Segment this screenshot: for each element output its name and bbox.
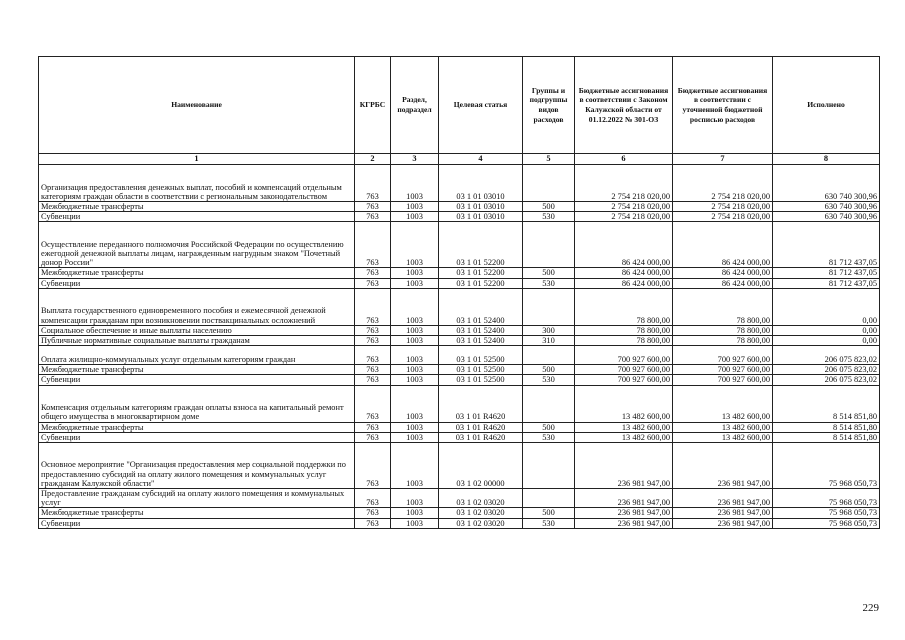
table-row — [39, 212, 880, 222]
row-kgrbs: 763 — [355, 375, 391, 385]
row-kgrbs: 763 — [355, 489, 391, 508]
row-law: 700 927 600,00 — [575, 365, 673, 375]
table-row — [39, 508, 880, 518]
row-section: 1003 — [391, 365, 439, 375]
table-row — [39, 385, 880, 422]
row-kgrbs: 763 — [355, 288, 391, 325]
row-executed: 75 968 050,73 — [773, 443, 880, 489]
row-refined: 13 482 600,00 — [673, 385, 773, 422]
row-target: 03 1 01 03010 — [439, 212, 523, 222]
row-refined: 78 800,00 — [673, 288, 773, 325]
row-refined: 700 927 600,00 — [673, 375, 773, 385]
row-section: 1003 — [391, 268, 439, 278]
row-executed: 81 712 437,05 — [773, 278, 880, 288]
row-target: 03 1 01 52500 — [439, 375, 523, 385]
row-name: Публичные нормативные социальные выплаты гражданам — [39, 336, 355, 346]
row-target: 03 1 01 52400 — [439, 325, 523, 335]
row-kgrbs: 763 — [355, 336, 391, 346]
row-group — [523, 288, 575, 325]
row-kgrbs: 763 — [355, 432, 391, 442]
row-refined: 86 424 000,00 — [673, 278, 773, 288]
row-section: 1003 — [391, 288, 439, 325]
row-executed: 0,00 — [773, 288, 880, 325]
row-section: 1003 — [391, 443, 439, 489]
table-body — [39, 165, 880, 529]
column-number: 8 — [773, 154, 880, 165]
row-law: 236 981 947,00 — [575, 489, 673, 508]
row-target: 03 1 01 52500 — [439, 346, 523, 365]
row-law: 236 981 947,00 — [575, 443, 673, 489]
table-row — [39, 165, 880, 202]
row-executed: 0,00 — [773, 325, 880, 335]
row-name: Социальное обеспечение и иные выплаты населению — [39, 325, 355, 335]
row-kgrbs: 763 — [355, 365, 391, 375]
row-refined: 236 981 947,00 — [673, 508, 773, 518]
row-name: Предоставление гражданам субсидий на оплату жилого помещения и коммунальных услуг — [39, 489, 355, 508]
row-refined: 78 800,00 — [673, 325, 773, 335]
row-executed: 206 075 823,02 — [773, 375, 880, 385]
table-row — [39, 278, 880, 288]
header-kgrbs: КГРБС — [355, 57, 391, 154]
row-law: 78 800,00 — [575, 325, 673, 335]
table-row — [39, 346, 880, 365]
row-target: 03 1 02 03020 — [439, 518, 523, 528]
row-refined: 13 482 600,00 — [673, 432, 773, 442]
table-row — [39, 489, 880, 508]
header-row — [39, 57, 880, 154]
row-kgrbs: 763 — [355, 278, 391, 288]
row-section: 1003 — [391, 325, 439, 335]
row-name: Межбюджетные трансферты — [39, 422, 355, 432]
row-executed: 75 968 050,73 — [773, 489, 880, 508]
row-executed: 75 968 050,73 — [773, 508, 880, 518]
row-refined: 13 482 600,00 — [673, 422, 773, 432]
table-row — [39, 325, 880, 335]
row-kgrbs: 763 — [355, 508, 391, 518]
row-law: 2 754 218 020,00 — [575, 202, 673, 212]
row-name: Субвенции — [39, 375, 355, 385]
row-refined: 2 754 218 020,00 — [673, 165, 773, 202]
column-number: 4 — [439, 154, 523, 165]
row-law: 13 482 600,00 — [575, 432, 673, 442]
row-refined: 236 981 947,00 — [673, 489, 773, 508]
header-executed: Исполнено — [773, 57, 880, 154]
header-refined: Бюджетные ассигнования в соответствии с уточненной бюджетной росписью расходов — [673, 57, 773, 154]
header-target: Целевая статья — [439, 57, 523, 154]
row-name: Субвенции — [39, 518, 355, 528]
row-refined: 86 424 000,00 — [673, 268, 773, 278]
row-law: 78 800,00 — [575, 336, 673, 346]
row-executed: 630 740 300,96 — [773, 212, 880, 222]
row-name: Межбюджетные трансферты — [39, 202, 355, 212]
row-law: 236 981 947,00 — [575, 508, 673, 518]
header-name: Наименование — [39, 57, 355, 154]
row-law: 86 424 000,00 — [575, 222, 673, 268]
row-target: 03 1 01 R4620 — [439, 385, 523, 422]
row-refined: 2 754 218 020,00 — [673, 202, 773, 212]
row-section: 1003 — [391, 508, 439, 518]
row-law: 700 927 600,00 — [575, 375, 673, 385]
row-section: 1003 — [391, 422, 439, 432]
row-law: 700 927 600,00 — [575, 346, 673, 365]
header-section: Раздел, подраздел — [391, 57, 439, 154]
row-section: 1003 — [391, 212, 439, 222]
row-group: 500 — [523, 508, 575, 518]
row-executed: 8 514 851,80 — [773, 432, 880, 442]
row-target: 03 1 01 R4620 — [439, 432, 523, 442]
row-executed: 0,00 — [773, 336, 880, 346]
row-refined: 700 927 600,00 — [673, 365, 773, 375]
row-group — [523, 165, 575, 202]
row-target: 03 1 01 52200 — [439, 222, 523, 268]
row-name: Субвенции — [39, 278, 355, 288]
row-section: 1003 — [391, 518, 439, 528]
table-row — [39, 365, 880, 375]
row-target: 03 1 02 03020 — [439, 508, 523, 518]
row-executed: 630 740 300,96 — [773, 165, 880, 202]
row-law: 2 754 218 020,00 — [575, 212, 673, 222]
row-name: Межбюджетные трансферты — [39, 268, 355, 278]
row-target: 03 1 01 52200 — [439, 268, 523, 278]
row-group: 530 — [523, 375, 575, 385]
row-group — [523, 443, 575, 489]
row-name: Межбюджетные трансферты — [39, 365, 355, 375]
table-row — [39, 268, 880, 278]
table-row — [39, 336, 880, 346]
row-kgrbs: 763 — [355, 422, 391, 432]
row-section: 1003 — [391, 375, 439, 385]
header-groups: Группы и подгруппы видов расходов — [523, 57, 575, 154]
row-name: Оплата жилищно-коммунальных услуг отдельным категориям граждан — [39, 346, 355, 365]
column-number: 5 — [523, 154, 575, 165]
row-refined: 78 800,00 — [673, 336, 773, 346]
row-kgrbs: 763 — [355, 518, 391, 528]
row-section: 1003 — [391, 432, 439, 442]
row-kgrbs: 763 — [355, 346, 391, 365]
row-name: Компенсация отдельным категориям граждан оплаты взноса на капитальный ремонт общего имущества в многоквартирном доме — [39, 385, 355, 422]
row-group — [523, 489, 575, 508]
row-group: 530 — [523, 212, 575, 222]
row-kgrbs: 763 — [355, 325, 391, 335]
row-law: 13 482 600,00 — [575, 385, 673, 422]
row-executed: 81 712 437,05 — [773, 268, 880, 278]
row-name: Выплата государственного единовременного пособия и ежемесячной денежной компенсации гражданам при возникновении поствакцинальных осложнений — [39, 288, 355, 325]
row-group — [523, 385, 575, 422]
row-kgrbs: 763 — [355, 165, 391, 202]
row-executed: 81 712 437,05 — [773, 222, 880, 268]
budget-table — [38, 56, 880, 529]
row-law: 2 754 218 020,00 — [575, 165, 673, 202]
table-row — [39, 202, 880, 212]
row-law: 86 424 000,00 — [575, 278, 673, 288]
row-section: 1003 — [391, 222, 439, 268]
row-name: Межбюджетные трансферты — [39, 508, 355, 518]
row-kgrbs: 763 — [355, 385, 391, 422]
row-refined: 236 981 947,00 — [673, 518, 773, 528]
row-name: Субвенции — [39, 212, 355, 222]
row-kgrbs: 763 — [355, 443, 391, 489]
row-law: 13 482 600,00 — [575, 422, 673, 432]
row-target: 03 1 01 52400 — [439, 336, 523, 346]
row-law: 86 424 000,00 — [575, 268, 673, 278]
row-section: 1003 — [391, 489, 439, 508]
row-executed: 630 740 300,96 — [773, 202, 880, 212]
table-row — [39, 375, 880, 385]
column-number: 1 — [39, 154, 355, 165]
row-executed: 8 514 851,80 — [773, 385, 880, 422]
row-target: 03 1 01 03010 — [439, 202, 523, 212]
row-refined: 2 754 218 020,00 — [673, 212, 773, 222]
row-kgrbs: 763 — [355, 212, 391, 222]
row-target: 03 1 01 52500 — [439, 365, 523, 375]
page-number: 229 — [862, 602, 879, 614]
row-target: 03 1 01 52400 — [439, 288, 523, 325]
row-group: 500 — [523, 202, 575, 212]
row-executed: 8 514 851,80 — [773, 422, 880, 432]
row-target: 03 1 01 03010 — [439, 165, 523, 202]
row-section: 1003 — [391, 346, 439, 365]
column-number: 6 — [575, 154, 673, 165]
row-executed: 206 075 823,02 — [773, 346, 880, 365]
table-row — [39, 222, 880, 268]
row-section: 1003 — [391, 165, 439, 202]
row-group — [523, 346, 575, 365]
row-target: 03 1 01 R4620 — [439, 422, 523, 432]
row-group: 310 — [523, 336, 575, 346]
row-section: 1003 — [391, 278, 439, 288]
row-name: Основное мероприятие "Организация предоставления мер социальной поддержки по предоставлению субсидий на оплату жилого помещения и коммунальных услуг гражданам Калужской области" — [39, 443, 355, 489]
row-group: 300 — [523, 325, 575, 335]
row-group: 530 — [523, 278, 575, 288]
row-section: 1003 — [391, 202, 439, 212]
row-refined: 236 981 947,00 — [673, 443, 773, 489]
table-row — [39, 422, 880, 432]
row-group: 530 — [523, 518, 575, 528]
row-name: Осуществление переданного полномочия Российской Федерации по осуществлению ежегодной денежной выплаты лицам, награжденным нагрудным знаком "Почетный донор России" — [39, 222, 355, 268]
row-name: Субвенции — [39, 432, 355, 442]
row-kgrbs: 763 — [355, 222, 391, 268]
row-kgrbs: 763 — [355, 268, 391, 278]
column-number: 2 — [355, 154, 391, 165]
row-kgrbs: 763 — [355, 202, 391, 212]
row-group: 530 — [523, 432, 575, 442]
row-group — [523, 222, 575, 268]
row-section: 1003 — [391, 336, 439, 346]
row-law: 78 800,00 — [575, 288, 673, 325]
table-row — [39, 432, 880, 442]
row-name: Организация предоставления денежных выплат, пособий и компенсаций отдельным категориям граждан области в соответствии с региональным законодательством — [39, 165, 355, 202]
row-target: 03 1 01 52200 — [439, 278, 523, 288]
row-refined: 86 424 000,00 — [673, 222, 773, 268]
column-number: 7 — [673, 154, 773, 165]
row-target: 03 1 02 00000 — [439, 443, 523, 489]
table-row — [39, 288, 880, 325]
row-law: 236 981 947,00 — [575, 518, 673, 528]
table-row — [39, 443, 880, 489]
row-group: 500 — [523, 422, 575, 432]
row-section: 1003 — [391, 385, 439, 422]
row-refined: 700 927 600,00 — [673, 346, 773, 365]
row-executed: 206 075 823,02 — [773, 365, 880, 375]
column-number-row — [39, 154, 880, 165]
row-executed: 75 968 050,73 — [773, 518, 880, 528]
header-law: Бюджетные ассигнования в соответствии с Законом Калужской области от 01.12.2022 № 301-ОЗ — [575, 57, 673, 154]
row-target: 03 1 02 03020 — [439, 489, 523, 508]
column-number: 3 — [391, 154, 439, 165]
table-row — [39, 518, 880, 528]
row-group: 500 — [523, 365, 575, 375]
row-group: 500 — [523, 268, 575, 278]
